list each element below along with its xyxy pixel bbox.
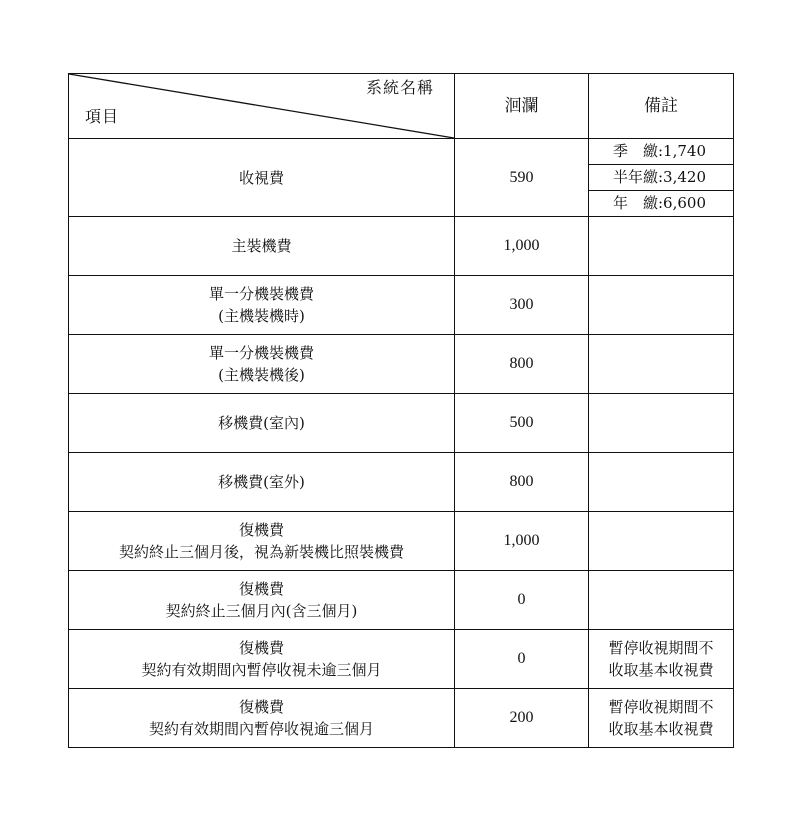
item-label-line: 主裝機費 bbox=[231, 237, 292, 255]
item-label-line: 復機費 bbox=[238, 639, 284, 657]
item-label-line: 契約終止三個月內(含三個月) bbox=[165, 602, 358, 620]
item-cell bbox=[69, 630, 455, 689]
item-cell bbox=[69, 394, 455, 453]
notes-cell bbox=[589, 512, 734, 571]
item-label-line: 復機費 bbox=[238, 698, 284, 716]
table-row bbox=[69, 139, 734, 217]
item-label-line: 契約有效期間內暫停收視逾三個月 bbox=[148, 720, 374, 738]
notes-cell bbox=[589, 217, 734, 276]
notes-cell bbox=[589, 276, 734, 335]
notes-header: 備註 bbox=[589, 74, 734, 139]
note-yearly: 年 繳:6,600 bbox=[589, 190, 733, 216]
header-row bbox=[69, 74, 734, 139]
item-cell bbox=[69, 512, 455, 571]
value-cell: 800 bbox=[455, 335, 589, 394]
item-label-line: 移機費(室外) bbox=[218, 473, 305, 491]
item-label-line: 單一分機裝機費 bbox=[208, 344, 314, 362]
notes-cell bbox=[589, 689, 734, 748]
table-row bbox=[69, 453, 734, 512]
item-cell bbox=[69, 276, 455, 335]
note-line: 暫停收視期間不 bbox=[608, 639, 714, 657]
notes-cell bbox=[589, 335, 734, 394]
item-label-line: (主機裝機後) bbox=[218, 366, 305, 384]
notes-cell bbox=[589, 139, 734, 217]
item-cell bbox=[69, 217, 455, 276]
value-cell: 1,000 bbox=[455, 217, 589, 276]
value-cell: 300 bbox=[455, 276, 589, 335]
table-row bbox=[69, 335, 734, 394]
item-label-line: 契約終止三個月後，視為新裝機比照裝機費 bbox=[118, 543, 404, 561]
notes-cell bbox=[589, 453, 734, 512]
item-cell bbox=[69, 689, 455, 748]
value-cell: 0 bbox=[455, 571, 589, 630]
item-label-line: 復機費 bbox=[238, 580, 284, 598]
note-half-year: 半年繳:3,420 bbox=[589, 164, 733, 190]
item-cell bbox=[69, 453, 455, 512]
item-label-line: 復機費 bbox=[238, 521, 284, 539]
item-label-line: 移機費(室內) bbox=[218, 414, 305, 432]
notes-cell bbox=[589, 630, 734, 689]
note-line: 收取基本收視費 bbox=[608, 720, 714, 738]
item-cell bbox=[69, 571, 455, 630]
item-label-line: 收視費 bbox=[238, 168, 284, 187]
notes-cell bbox=[589, 571, 734, 630]
item-label-line: (主機裝機時) bbox=[218, 307, 305, 325]
item-cell bbox=[69, 139, 455, 217]
fee-table bbox=[68, 73, 734, 748]
table-row bbox=[69, 571, 734, 630]
system-name-label: 系統名稱 bbox=[365, 78, 434, 97]
value-cell: 590 bbox=[455, 139, 589, 217]
note-line: 暫停收視期間不 bbox=[608, 698, 714, 716]
item-label: 項目 bbox=[85, 107, 120, 126]
vendor-header: 洄瀾 bbox=[455, 74, 589, 139]
header-corner-cell bbox=[69, 74, 455, 139]
table-row bbox=[69, 276, 734, 335]
value-cell: 500 bbox=[455, 394, 589, 453]
table-row bbox=[69, 217, 734, 276]
table-row bbox=[69, 512, 734, 571]
value-cell: 1,000 bbox=[455, 512, 589, 571]
value-cell: 800 bbox=[455, 453, 589, 512]
table-row bbox=[69, 689, 734, 748]
table-row bbox=[69, 630, 734, 689]
notes-cell bbox=[589, 394, 734, 453]
item-label-line: 單一分機裝機費 bbox=[208, 285, 314, 303]
note-line: 收取基本收視費 bbox=[608, 661, 714, 679]
value-cell: 0 bbox=[455, 630, 589, 689]
value-cell: 200 bbox=[455, 689, 589, 748]
note-quarterly: 季 繳:1,740 bbox=[613, 142, 706, 160]
item-cell bbox=[69, 335, 455, 394]
item-label-line: 契約有效期間內暫停收視未逾三個月 bbox=[141, 661, 382, 679]
table-row bbox=[69, 394, 734, 453]
